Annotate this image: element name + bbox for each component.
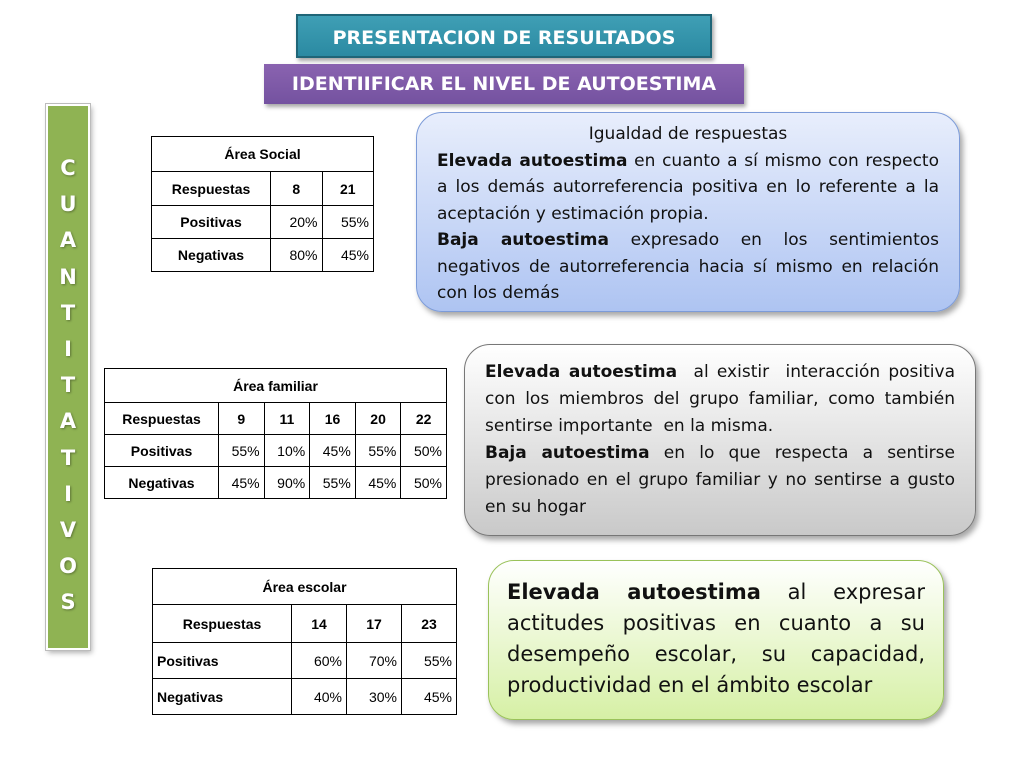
table-title: Área escolar	[153, 569, 457, 605]
vertical-letter: A	[59, 228, 77, 253]
callout-paragraph	[437, 148, 939, 228]
row-label: Positivas	[152, 206, 271, 239]
row-label: Negativas	[152, 239, 271, 272]
callout-text: expresado en los sentimientos negativos de autorreferencia hacia sí mismo en relación con los demás	[437, 230, 939, 303]
table-cell: 30%	[347, 679, 402, 715]
callout-paragraph	[507, 577, 925, 701]
table-cell: 50%	[401, 467, 447, 499]
vertical-letter: S	[60, 590, 76, 615]
vertical-letter: V	[59, 517, 77, 542]
header-label: Respuestas	[105, 403, 219, 435]
header-cell: 9	[219, 403, 265, 435]
callout-text: al expresar actitudes positivas en cuanto a su desempeño escolar, su capacidad, productividad en el ámbito escolar	[507, 580, 925, 697]
header-cell: 11	[264, 403, 310, 435]
table-cell: 55%	[219, 435, 265, 467]
callout-bold: Elevada autoestima	[437, 150, 628, 171]
callout-paragraph	[485, 440, 955, 521]
callout-bold: Baja autoestima	[437, 230, 609, 250]
table-cell: 10%	[264, 435, 310, 467]
vertical-letter: C	[60, 156, 76, 180]
callout-bold: Elevada autoestima	[485, 362, 678, 382]
callout-bold: Baja autoestima	[485, 443, 650, 463]
vertical-letter: I	[64, 336, 72, 361]
callout-text: al existir interacción positiva con los miembros del grupo familiar, como también sentirse importante en la misma.	[485, 362, 961, 436]
school-interpretation-callout	[488, 560, 944, 720]
row-label: Negativas	[105, 467, 219, 499]
header-label: Respuestas	[153, 605, 292, 643]
header-cell: 20	[355, 403, 401, 435]
vertical-letter: O	[59, 554, 77, 579]
table-cell: 45%	[310, 435, 356, 467]
table-cell: 50%	[401, 435, 447, 467]
vertical-letter: T	[60, 300, 76, 325]
callout-paragraph	[437, 227, 939, 307]
table-cell: 55%	[402, 643, 457, 679]
vertical-letter: T	[60, 373, 76, 398]
table-title: Área Social	[152, 137, 374, 172]
vertical-letter: N	[59, 264, 77, 289]
table-cell: 45%	[219, 467, 265, 499]
table-cell: 45%	[402, 679, 457, 715]
callout-paragraph	[485, 359, 961, 440]
row-label: Positivas	[153, 643, 292, 679]
table-cell: 90%	[264, 467, 310, 499]
vertical-label-cuantitativos	[46, 104, 90, 650]
callout-bold: Elevada autoestima	[507, 580, 761, 604]
slide-title: PRESENTACION DE RESULTADOS	[296, 14, 712, 58]
table-cell: 45%	[355, 467, 401, 499]
header-cell: 16	[310, 403, 356, 435]
table-title: Área familiar	[105, 369, 447, 403]
table-cell: 55%	[322, 206, 374, 239]
table-cell: 20%	[271, 206, 323, 239]
callout-heading: Igualdad de respuestas	[588, 124, 788, 144]
table-cell: 55%	[310, 467, 356, 499]
row-label: Negativas	[153, 679, 292, 715]
header-cell: 17	[347, 605, 402, 643]
header-cell: 21	[322, 172, 374, 206]
table-cell: 40%	[292, 679, 347, 715]
table-cell: 55%	[355, 435, 401, 467]
vertical-letter: I	[64, 481, 72, 506]
vertical-letter: T	[60, 445, 76, 470]
table-cell: 45%	[322, 239, 374, 272]
vertical-letter: U	[59, 192, 77, 217]
header-cell: 23	[402, 605, 457, 643]
table-cell: 60%	[292, 643, 347, 679]
family-interpretation-callout	[464, 344, 976, 536]
social-interpretation-callout	[416, 112, 960, 312]
school-area-table	[152, 568, 457, 715]
callout-text: en cuanto a sí mismo con respecto a los demás autorreferencia positiva en lo referente a la aceptación y estimación propia.	[437, 150, 940, 224]
social-area-table	[151, 136, 374, 272]
family-area-table	[104, 368, 447, 499]
header-cell: 22	[401, 403, 447, 435]
table-cell: 70%	[347, 643, 402, 679]
vertical-letter: A	[59, 409, 77, 434]
slide-subtitle: IDENTIIFICAR EL NIVEL DE AUTOESTIMA	[264, 64, 744, 104]
row-label: Positivas	[105, 435, 219, 467]
header-cell: 8	[271, 172, 323, 206]
header-cell: 14	[292, 605, 347, 643]
header-label: Respuestas	[152, 172, 271, 206]
callout-text: en lo que respecta a sentirse presionado en el grupo familiar y no sentirse a gusto en su hogar	[485, 443, 955, 517]
table-cell: 80%	[271, 239, 323, 272]
